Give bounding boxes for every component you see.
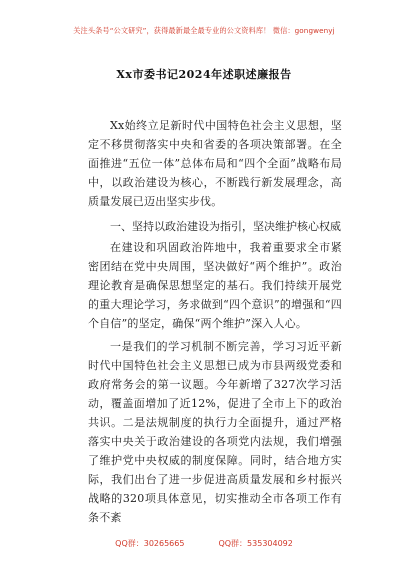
footer-qq-group-2: QQ群：535304092 [218, 539, 293, 548]
document-title: Xx市委书记2024年述职述廉报告 [116, 68, 292, 81]
section-1-heading: 一、坚持以政治建设为指引，坚决维护核心权威 [110, 220, 341, 233]
section-1-paragraph-2: 一是我们的学习机制不断完善，学习习近平新时代中国特色社会主义思想已成为市县两级党委和政府常务会的第一议题。今年新增了327次学习活动，覆盖面增加了近12%，促进了全市上下的政治共识。二是法规制度的执行力全面提升，通过严格落实中央关于政治建设的各项党内法规，我们增强了维护党中央权威的制度保障。同时，结合地方实际，我们出台了进一步促进高质量发展和乡村振兴战略的320项具体意见，切实推动全市各项工作有条不紊 [88, 340, 342, 524]
top-banner: 关注头条号“公文研究”，获得最新最全最专业的公文资料库！ 微信：gongwenyj [73, 26, 335, 35]
paragraph-spacer [88, 211, 342, 215]
document-body [88, 116, 342, 527]
intro-paragraph: Xx始终立足新时代中国特色社会主义思想，坚定不移贯彻落实中央和省委的各项决策部署。在全面推进“五位一体”总体布局和“四个全面”战略布局中，以政治建设为核心，不断践行新发展理念，高质量发展已迈出坚实步伐。 [88, 119, 342, 208]
footer-contacts [0, 538, 408, 549]
footer-qq-group-1: QQ群：30265665 [115, 539, 185, 548]
section-1-paragraph-1: 在建设和巩固政治阵地中，我着重要求全市紧密团结在党中央周围，坚决做好“两个维护”。政治理论教育是确保思想坚定的基石。我们持续开展党的重大理论学习，务求做到“四个意识”的增强和“四个自信”的坚定，确保“两个维护”深入人心。 [88, 241, 342, 330]
